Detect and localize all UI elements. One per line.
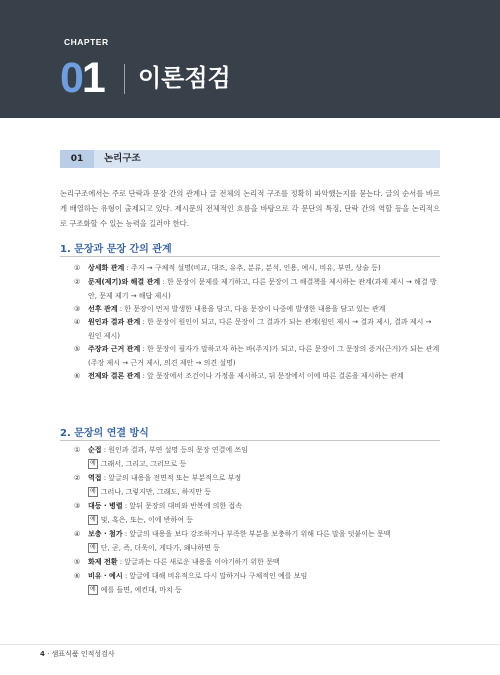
item-term: 보충 · 첨가	[88, 530, 123, 538]
item-desc: : 앞 문장에서 조건이나 가정을 제시하고, 뒤 문장에서 이에 따른 결론을 제시하는 관계	[140, 372, 404, 380]
footer-divider	[0, 644, 500, 645]
item-term: 문제(제기)와 해결 관계	[88, 278, 161, 286]
item-desc: : 주지 → 구체적 설명(비교, 대조, 유추, 분류, 분석, 인용, 예시, 비유, 부연, 상술 등)	[124, 264, 381, 272]
item-term: 상세화 관계	[88, 264, 125, 272]
header-divider	[124, 64, 125, 94]
book-title: 샘표식품 인적성검사	[51, 650, 115, 658]
part2-item	[74, 443, 440, 457]
part1-item	[74, 342, 440, 370]
page-footer	[40, 649, 115, 659]
item-term: 원인과 결과 관계	[88, 318, 141, 326]
example-badge: 예	[90, 516, 96, 523]
chapter-number-first: 0	[60, 54, 82, 102]
footer-separator: ·	[47, 650, 50, 658]
part2-item	[74, 499, 440, 513]
example-badge: 예	[90, 460, 96, 467]
example-line	[88, 486, 211, 498]
intro-paragraph: 논리구조에서는 주로 단락과 문장 간의 관계나 글 전체의 논리적 구조를 정확히 파악했는지를 묻는다. 글의 순서를 바르게 배열하는 유형이 출제되고 있다. 제시문의 전체적인 흐름을 바탕으로 각 문단의 특징, 단락 간의 역할 등을 논리적으로 구조화할 수 있는 능력을 길러야 한다.	[60, 189, 440, 228]
part2-divider	[60, 440, 440, 441]
item-number: ⑤	[74, 345, 81, 353]
item-desc: : 한 문장이 문제를 제기하고, 다른 문장이 그 해결책을 제시하는 관계(과제 제시 → 해결 방안, 문제 제기 → 해답 제시)	[88, 278, 437, 301]
part1-item	[74, 369, 440, 383]
item-number: ②	[74, 474, 81, 482]
item-desc: : 앞뒤 문장의 대비와 반복에 의한 접속	[122, 502, 242, 510]
item-number: ⑤	[74, 558, 81, 566]
example-text: 단, 곧, 즉, 더욱이, 게다가, 왜냐하면 등	[100, 544, 220, 552]
example-line	[88, 458, 186, 470]
section-title: 논리구조	[104, 153, 141, 164]
chapter-title: 이론점검	[138, 64, 231, 92]
example-text: 및, 혹은, 또는, 이에 반하여 등	[100, 516, 193, 524]
part1-divider	[60, 256, 440, 257]
item-term: 비유 · 예시	[88, 572, 123, 580]
item-desc: : 한 문장이 원인이 되고, 다른 문장이 그 결과가 되는 관계(원인 제시 → 결과 제시, 결과 제시 → 원인 제시)	[88, 318, 432, 341]
item-number: ⑥	[74, 372, 81, 380]
item-number: ④	[74, 318, 81, 326]
item-number: ③	[74, 502, 81, 510]
item-term: 주장과 근거 관계	[88, 345, 141, 353]
example-line	[88, 542, 220, 554]
item-number: ③	[74, 305, 81, 313]
page-number: 4	[40, 650, 45, 658]
chapter-number-second: 1	[81, 54, 104, 102]
item-term: 대등 · 병렬	[88, 502, 123, 510]
part1-item	[74, 261, 440, 275]
item-number: ④	[74, 530, 81, 538]
chapter-header	[0, 0, 500, 118]
item-desc: : 앞글에 대해 비유적으로 다시 말하거나 구체적인 예를 보임	[122, 572, 308, 580]
chapter-label: CHAPTER	[64, 37, 109, 47]
item-term: 순접	[88, 446, 102, 454]
example-text: 예를 들면, 예컨대, 마치 등	[100, 586, 182, 594]
part2-heading: 2. 문장의 연결 방식	[60, 428, 149, 439]
item-number: ②	[74, 278, 81, 286]
item-term: 선후 관계	[88, 305, 118, 313]
section-number: 01	[60, 150, 94, 168]
example-text: 그러나, 그렇지만, 그래도, 하지만 등	[100, 488, 212, 496]
part1-item	[74, 275, 440, 303]
example-badge: 예	[90, 488, 96, 495]
item-desc: : 한 문장이 먼저 발생한 내용을 담고, 다음 문장이 나중에 발생한 내용을 담고 있는 관계	[117, 305, 386, 313]
item-desc: : 앞글의 내용을 전면적 또는 부분적으로 부정	[101, 474, 242, 482]
example-badge: 예	[90, 544, 96, 551]
item-number: ⑥	[74, 572, 81, 580]
part1-heading: 1. 문장과 문장 간의 관계	[60, 244, 172, 255]
part2-item	[74, 555, 440, 569]
item-number: ①	[74, 446, 81, 454]
example-line	[88, 514, 193, 526]
item-desc: : 원인과 결과, 부연 설명 등의 문장 연결에 쓰임	[101, 446, 248, 454]
example-line	[88, 584, 182, 596]
example-text: 그래서, 그리고, 그러므로 등	[100, 460, 187, 468]
item-desc: : 앞글과는 다른 새로운 내용을 이야기하기 위한 문맥	[117, 558, 280, 566]
part2-item	[74, 527, 440, 541]
item-term: 전제와 결론 관계	[88, 372, 141, 380]
part2-item	[74, 471, 440, 485]
item-term: 역접	[88, 474, 102, 482]
item-number: ①	[74, 264, 81, 272]
part2-item	[74, 569, 440, 583]
item-term: 화제 전환	[88, 558, 118, 566]
chapter-number	[60, 52, 104, 104]
example-badge: 예	[90, 586, 96, 593]
item-desc: : 앞글의 내용을 보다 강조하거나 부족한 부분을 보충하기 위해 다른 말을 덧붙이는 문맥	[122, 530, 391, 538]
item-desc: : 한 문장이 필자가 말하고자 하는 바(주지)가 되고, 다른 문장이 그 문장의 증거(근거)가 되는 관계(주장 제시 → 근거 제시, 의견 제안 → 의견 설명)	[88, 345, 440, 368]
part1-item	[74, 315, 440, 343]
